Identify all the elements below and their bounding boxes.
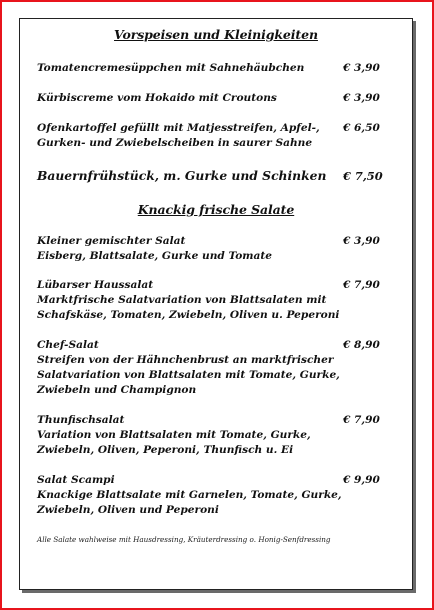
- menu-item-name: Lübarser Haussalat: [37, 279, 154, 291]
- menu-item: [37, 278, 397, 323]
- menu-item: [37, 338, 397, 398]
- menu-item-name: Kleiner gemischter Salat: [37, 235, 186, 247]
- menu-item-price: € 3,90: [343, 92, 380, 104]
- menu-item: [37, 168, 397, 183]
- menu-item-text: [37, 121, 337, 151]
- menu-item-text: [37, 473, 342, 518]
- menu-item-description: Marktfrische Salatvariation von Blattsalaten mit: [37, 294, 327, 306]
- menu-item-price: € 7,50: [343, 169, 383, 183]
- menu-item: [37, 413, 397, 458]
- menu-item-name: Salat Scampi: [37, 474, 115, 486]
- menu-item-description: Streifen von der Hähnchenbrust an marktfrischer: [37, 354, 334, 366]
- dressing-footnote: Alle Salate wahlweise mit Hausdressing, Kräuterdressing o. Honig-Senfdressing: [37, 535, 331, 544]
- menu-item-description: Zwiebeln, Oliven, Peperoni, Thunfisch u. Ei: [37, 444, 294, 456]
- menu-item-text: [37, 61, 337, 76]
- section-title-starters: Vorspeisen und Kleinigkeiten: [114, 27, 318, 42]
- menu-item-description: Zwiebeln, Oliven und Peperoni: [37, 504, 219, 516]
- menu-item-text: [37, 278, 340, 323]
- menu-item: [37, 234, 397, 264]
- menu-item-text: [37, 91, 337, 106]
- menu-item-price: € 9,90: [343, 474, 380, 486]
- menu-item-description: Zwiebeln und Champignon: [37, 384, 197, 396]
- menu-item-name: Thunfischsalat: [37, 414, 125, 426]
- menu-item: [37, 121, 397, 151]
- menu-item-price: € 3,90: [343, 235, 380, 247]
- menu-item-price: € 8,90: [343, 339, 380, 351]
- menu-item-price: € 7,90: [343, 414, 380, 426]
- menu-item-name: Kürbiscreme vom Hokaido mit Croutons: [37, 92, 277, 104]
- menu-item-text: [37, 338, 340, 398]
- section-title-salads: Knackig frische Salate: [137, 202, 295, 217]
- menu-item: [37, 91, 397, 106]
- menu-item-description: Knackige Blattsalate mit Garnelen, Tomate, Gurke,: [37, 489, 342, 501]
- menu-item-description: Schafskäse, Tomaten, Zwiebeln, Oliven u. Peperoni: [37, 309, 340, 321]
- menu-card: [19, 18, 413, 590]
- menu-item-description: Gurken- und Zwiebelscheiben in saurer Sahne: [37, 137, 313, 149]
- menu-item-name: Chef-Salat: [37, 339, 99, 351]
- menu-item-text: [37, 168, 337, 183]
- menu-item: [37, 473, 397, 518]
- menu-item-name: Ofenkartoffel gefüllt mit Matjesstreifen, Apfel-,: [37, 122, 320, 134]
- menu-item-price: € 7,90: [343, 279, 380, 291]
- menu-item: [37, 61, 397, 76]
- menu-item-text: [37, 413, 337, 458]
- menu-item-description: Salatvariation von Blattsalaten mit Tomate, Gurke,: [37, 369, 340, 381]
- menu-item-price: € 6,50: [343, 122, 380, 134]
- menu-item-price: € 3,90: [343, 62, 380, 74]
- menu-item-description: Variation von Blattsalaten mit Tomate, Gurke,: [37, 429, 311, 441]
- menu-item-name: Bauernfrühstück, m. Gurke und Schinken: [37, 168, 327, 183]
- menu-item-name: Tomatencremesüppchen mit Sahnehäubchen: [37, 62, 305, 74]
- menu-item-text: [37, 234, 337, 264]
- menu-item-description: Eisberg, Blattsalate, Gurke und Tomate: [37, 250, 272, 262]
